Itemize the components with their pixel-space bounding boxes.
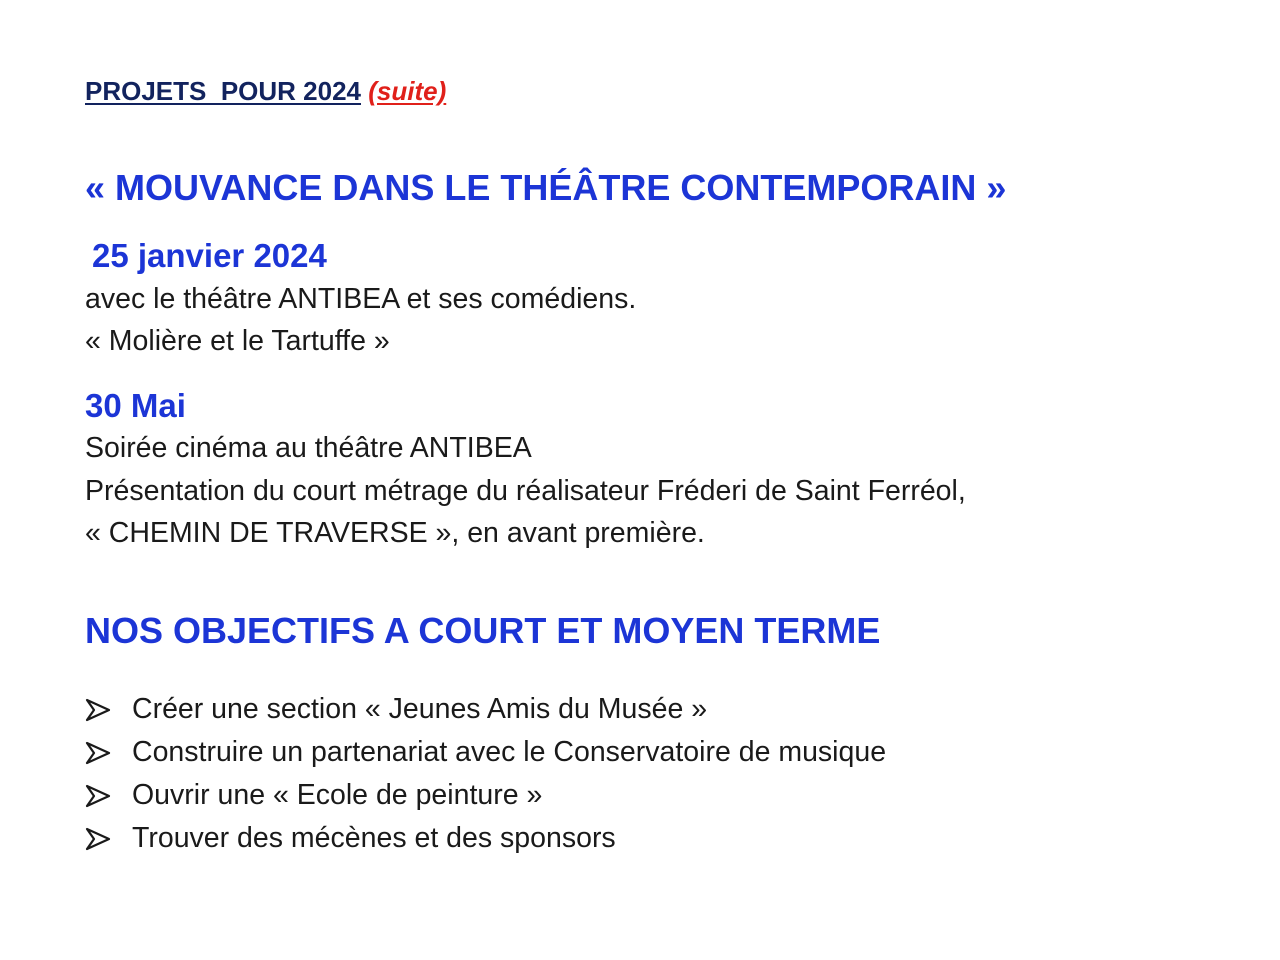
- arrow-bullet-icon: [85, 783, 111, 809]
- objective-text: Construire un partenariat avec le Conservatoire de musique: [132, 736, 887, 768]
- arrow-bullet-icon: [85, 826, 111, 852]
- arrow-bullet-icon: [85, 740, 111, 766]
- page-title: PROJETS POUR 2024: [85, 76, 361, 106]
- list-item: [85, 774, 886, 817]
- theatre-section-title: « MOUVANCE DANS LE THÉÂTRE CONTEMPORAIN »: [85, 167, 1007, 208]
- list-item: [85, 731, 886, 774]
- objective-text: Créer une section « Jeunes Amis du Musée »: [132, 693, 708, 725]
- list-item: [85, 817, 886, 860]
- event-description-line: Présentation du court métrage du réalisateur Fréderi de Saint Ferréol,: [85, 475, 966, 507]
- objectives-section-title: NOS OBJECTIFS A COURT ET MOYEN TERME: [85, 610, 881, 651]
- objectives-list: [85, 688, 886, 860]
- event-date: 25 janvier 2024: [92, 237, 327, 274]
- list-item: [85, 688, 886, 731]
- event-description-line: avec le théâtre ANTIBEA et ses comédiens.: [85, 283, 637, 315]
- objective-text: Ouvrir une « Ecole de peinture »: [132, 779, 543, 811]
- page-title-suffix: (suite): [368, 76, 447, 106]
- event-description-line: Soirée cinéma au théâtre ANTIBEA: [85, 432, 532, 464]
- arrow-bullet-icon: [85, 697, 111, 723]
- page-header: [85, 74, 446, 108]
- objective-text: Trouver des mécènes et des sponsors: [132, 822, 616, 854]
- event-date: 30 Mai: [85, 387, 186, 424]
- event-description-line: « CHEMIN DE TRAVERSE », en avant première.: [85, 517, 705, 549]
- event-description-line: « Molière et le Tartuffe »: [85, 325, 390, 357]
